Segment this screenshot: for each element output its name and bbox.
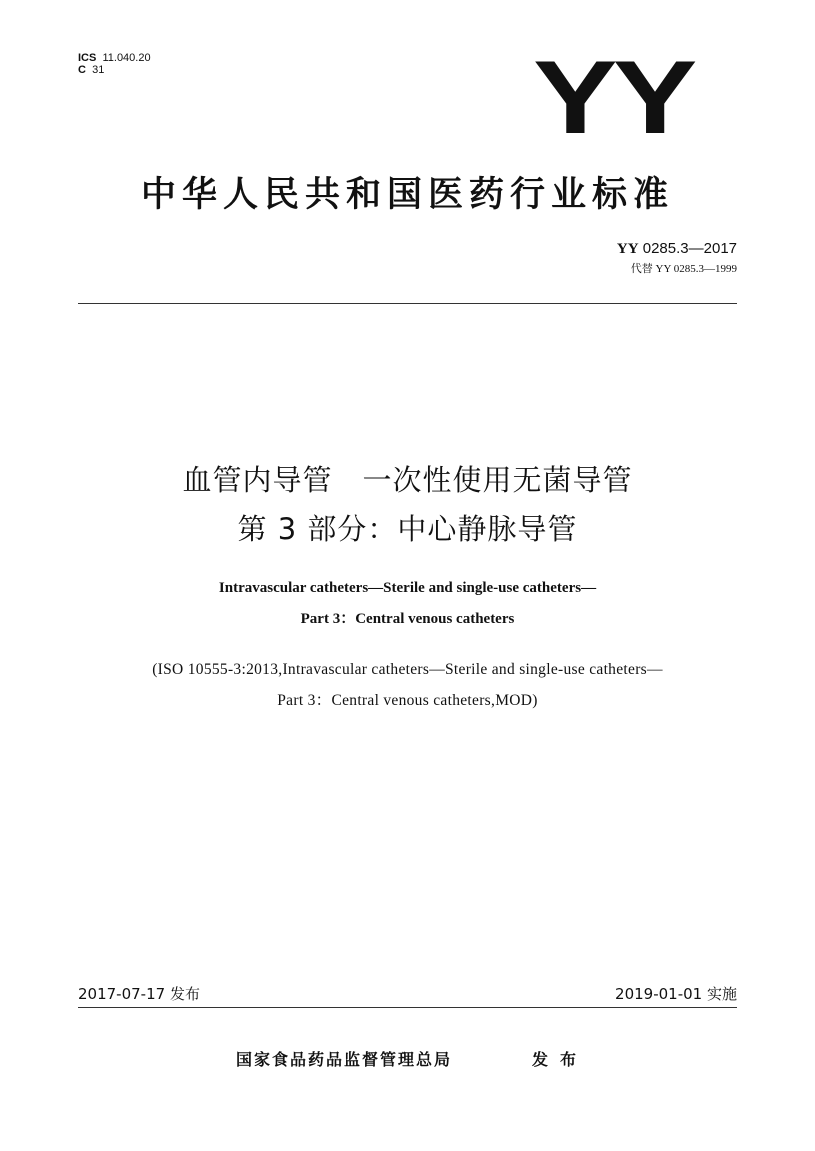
title-cn-line2: 第 3 部分：中心静脉导管 [237,512,578,546]
ccs-label: C [78,64,86,76]
ccs-code: 31 [92,64,105,76]
title-en-line1: Intravascular catheters—Sterile and single-use catheters— [218,580,597,596]
iso-reference-line2: Part 3：Central venous catheters,MOD) [277,692,538,709]
ics-code: 11.040.20 [102,52,151,64]
standard-number-value: 0285.3—2017 [642,240,737,257]
standard-number [617,240,737,258]
title-en-line2: Part 3：Central venous catheters [300,611,515,627]
implement-date: 2019-01-01 实施 [615,985,737,1003]
issuing-authority: 国家食品药品监督管理总局 [236,1050,453,1069]
header-divider [78,303,737,304]
classification-codes [78,52,151,76]
standard-number-prefix: YY [616,241,639,257]
issue-label: 发布 [532,1050,589,1069]
publish-date: 2017-07-17 发布 [78,985,200,1003]
replaces-standard: 代替 YY 0285.3—1999 [630,263,737,275]
standard-mark-logo: YY [533,40,693,156]
ics-label: ICS [78,52,97,64]
standard-type-title: 中华人民共和国医药行业标准 [140,175,674,215]
iso-reference-line1: (ISO 10555-3:2013,Intravascular catheters—Sterile and single-use catheters— [152,661,663,678]
title-cn-line1: 血管内导管 一次性使用无菌导管 [182,463,633,497]
footer-divider [78,1007,737,1008]
